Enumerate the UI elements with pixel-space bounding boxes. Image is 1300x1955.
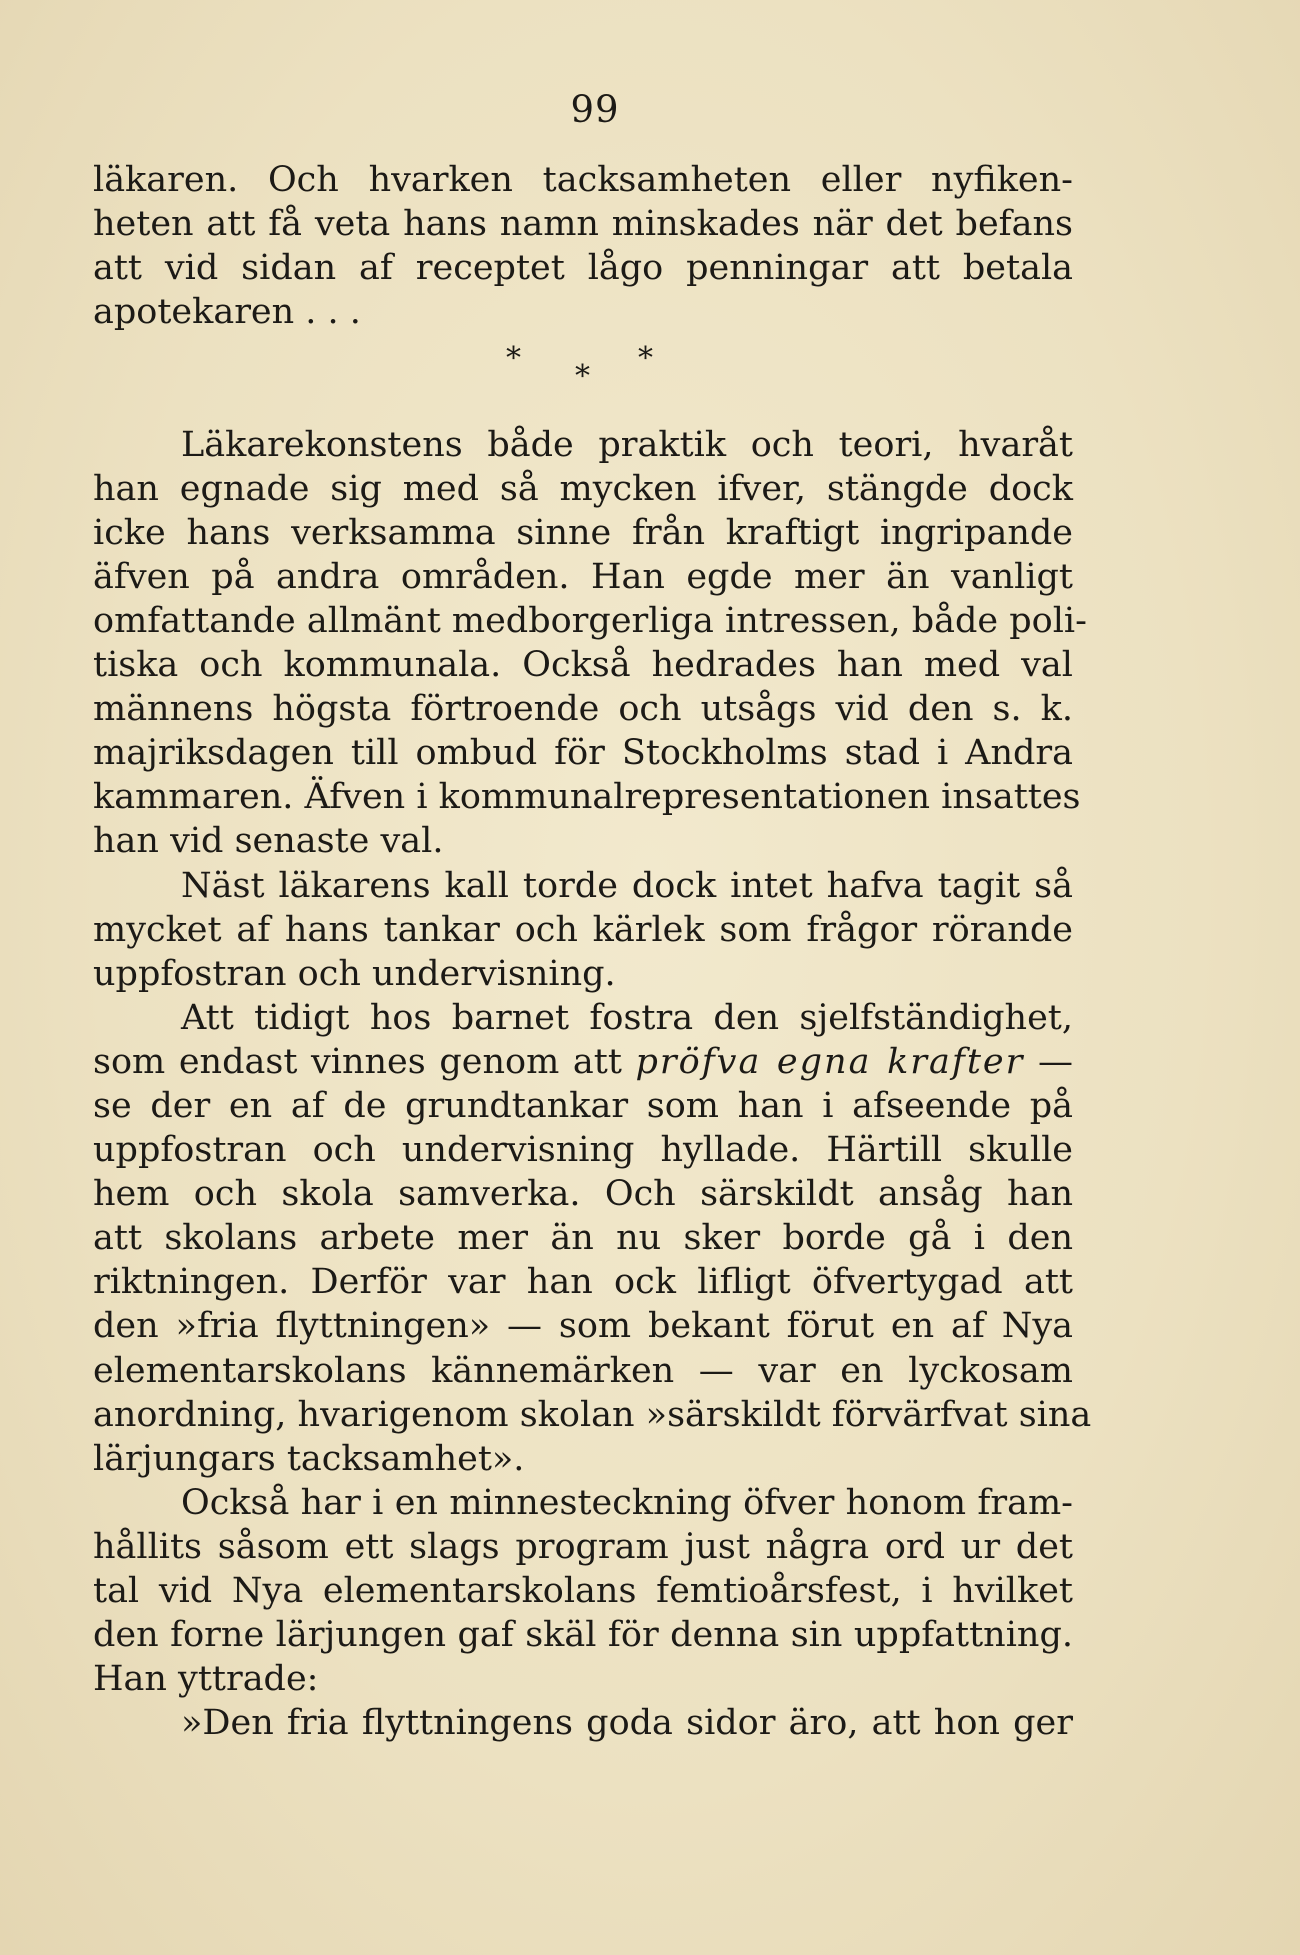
text-line: »Den fria flyttningens goda sidor äro, att hon ger bbox=[181, 1703, 1073, 1744]
text-line: att skolans arbete mer än nu sker borde gå i den bbox=[93, 1218, 1073, 1259]
text-line: riktningen. Derför var han ock lifligt öfvertygad att bbox=[93, 1262, 1073, 1303]
text-line: läkaren. Och hvarken tacksamheten eller nyfiken- bbox=[93, 160, 1073, 200]
text-line: Näst läkarens kall torde dock intet hafva tagit så bbox=[181, 865, 1073, 906]
text-line: den forne lärjungen gaf skäl för denna sin uppfattning. bbox=[93, 1615, 1073, 1656]
text-line: icke hans verksamma sinne från kraftigt ingripande bbox=[93, 512, 1073, 553]
asterisk: * bbox=[506, 341, 521, 377]
emphasized-phrase: pröfva egna krafter bbox=[635, 1041, 1025, 1082]
text-line: uppfostran och undervisning. bbox=[93, 953, 616, 994]
text-line bbox=[93, 1040, 1073, 1084]
text-line: Också har i en minnesteckning öfver honom fram- bbox=[181, 1482, 1073, 1523]
text-line: omfattande allmänt medborgerliga intressen, både poli- bbox=[93, 600, 1087, 641]
text-line: Läkarekonstens både praktik och teori, hvaråt bbox=[181, 424, 1073, 465]
text-line: Att tidigt hos barnet fostra den sjelfständighet, bbox=[181, 997, 1073, 1038]
text-line: lärjungars tacksamhet». bbox=[93, 1438, 525, 1479]
text-line: kammaren. Äfven i kommunalrepresentationen insattes bbox=[93, 777, 1081, 818]
text-line: majriksdagen till ombud för Stockholms stad i Andra bbox=[93, 733, 1073, 774]
section-separator bbox=[93, 334, 1073, 422]
body-text bbox=[93, 158, 1092, 1745]
text-segment: som endast vinnes genom att bbox=[93, 1041, 622, 1082]
text-line: uppfostran och undervisning hyllade. Härtill skulle bbox=[93, 1130, 1073, 1171]
text-line: han vid senaste val. bbox=[93, 821, 444, 862]
em-dash: — bbox=[1037, 1041, 1073, 1082]
text-line: hem och skola samverka. Och särskildt ansåg han bbox=[93, 1174, 1073, 1215]
text-line: elementarskolans kännemärken — var en lyckosam bbox=[93, 1350, 1073, 1391]
page-number: 99 bbox=[570, 88, 620, 131]
text-line: tiska och kommunala. Också hedrades han med val bbox=[93, 645, 1073, 686]
text-line: att vid sidan af receptet lågo penningar att betala bbox=[93, 248, 1073, 289]
text-line: se der en af de grundtankar som han i afseende på bbox=[93, 1085, 1073, 1126]
text-line: tal vid Nya elementarskolans femtioårsfest, i hvilket bbox=[93, 1571, 1073, 1611]
text-line: mycket af hans tankar och kärlek som frågor rörande bbox=[93, 909, 1073, 950]
text-line: hållits såsom ett slags program just några ord ur det bbox=[93, 1526, 1073, 1567]
text-line: männens högsta förtroende och utsågs vid den s. k. bbox=[93, 689, 1073, 730]
text-line: anordning, hvarigenom skolan »särskildt förvärfvat sina bbox=[93, 1394, 1092, 1435]
text-line: Han yttrade: bbox=[93, 1659, 319, 1700]
text-line: apotekaren . . . bbox=[93, 292, 361, 333]
text-line: äfven på andra områden. Han egde mer än vanligt bbox=[93, 556, 1073, 597]
text-line: han egnade sig med så mycken ifver, stängde dock bbox=[93, 468, 1073, 509]
text-line: den »fria flyttningen» — som bekant förut en af Nya bbox=[93, 1306, 1073, 1347]
asterisk: * bbox=[638, 341, 653, 377]
asterisk: * bbox=[575, 359, 590, 395]
text-line: heten att få veta hans namn minskades när det befans bbox=[93, 204, 1073, 245]
